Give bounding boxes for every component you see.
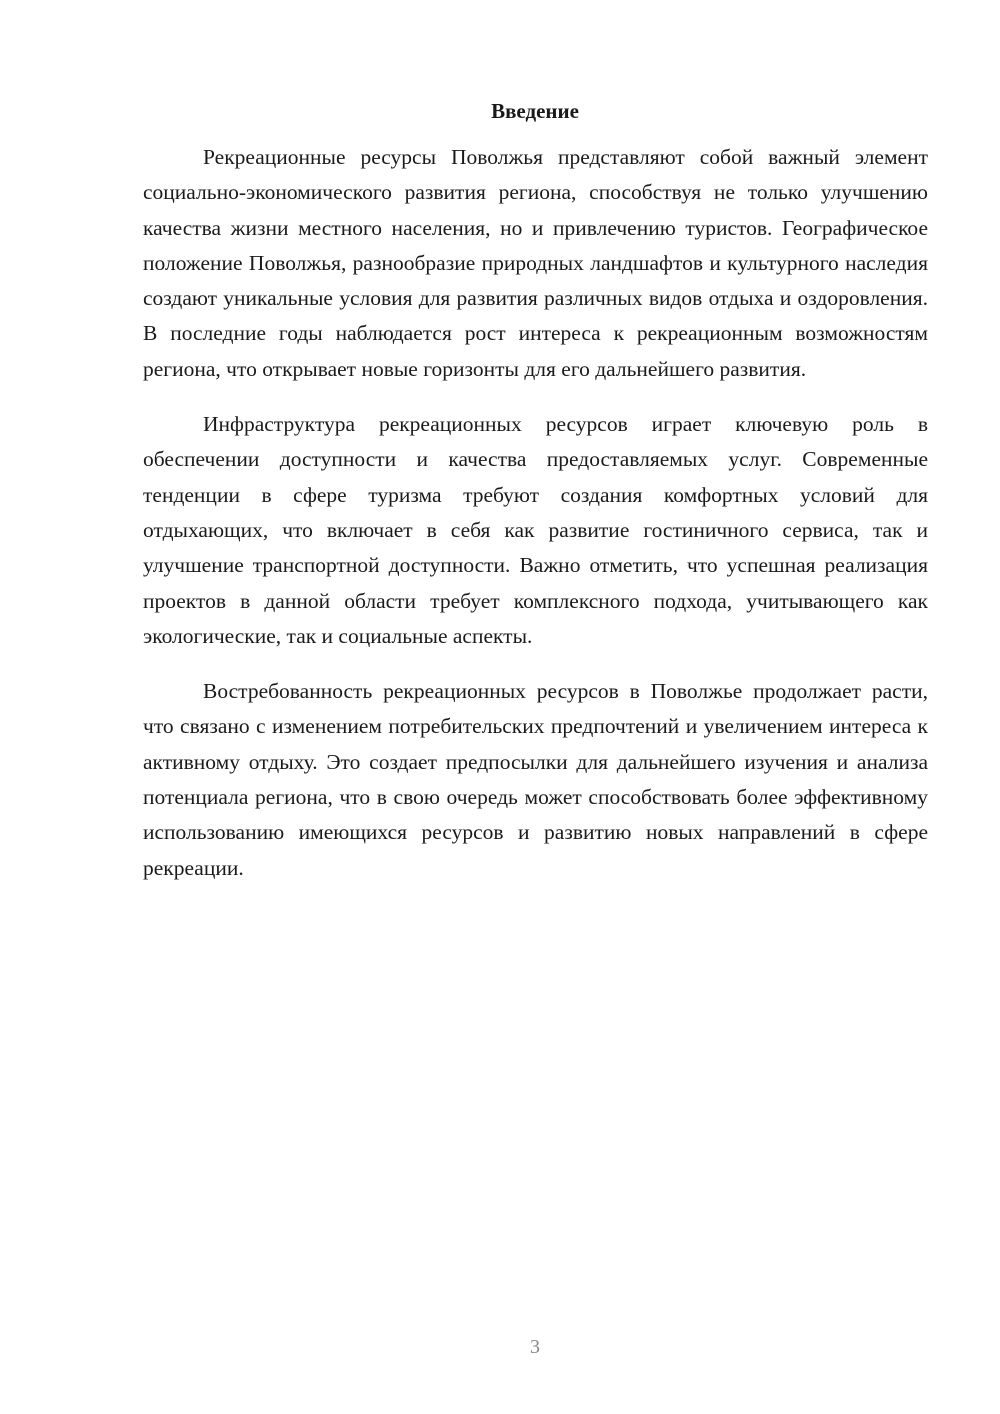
paragraph-1: Рекреационные ресурсы Поволжья представляют собой важный элемент социально-экономического развития региона, способствуя не только улучшению качества жизни местного населения, но и привлечению туристов. Географическое положение Поволжья, разнообразие природных ландшафтов и культурного наследия создают уникальные условия для развития различных видов отдыха и оздоровления. В последние годы наблюдается рост интереса к рекреационным возможностям региона, что открывает новые горизонты для его дальнейшего развития. bbox=[143, 145, 928, 381]
paragraph-2: Инфраструктура рекреационных ресурсов играет ключевую роль в обеспечении доступности и качества предоставляемых услуг. Современные тенденции в сфере туризма требуют создания комфортных условий для отдыхающих, что включает в себя как развитие гостиничного сервиса, так и улучшение транспортной доступности. Важно отметить, что успешная реализация проектов в данной области требует комплексного подхода, учитывающего как экологические, так и социальные аспекты. bbox=[143, 412, 928, 648]
section-title: Введение bbox=[491, 99, 579, 123]
page-number: 3 bbox=[530, 1336, 540, 1358]
body-text bbox=[143, 140, 928, 906]
paragraph-3: Востребованность рекреационных ресурсов в Поволжье продолжает расти, что связано с изменением потребительских предпочтений и увеличением интереса к активному отдыху. Это создает предпосылки для дальнейшего изучения и анализа потенциала региона, что в свою очередь может способствовать более эффективному использованию имеющихся ресурсов и развитию новых направлений в сфере рекреации. bbox=[143, 679, 928, 880]
